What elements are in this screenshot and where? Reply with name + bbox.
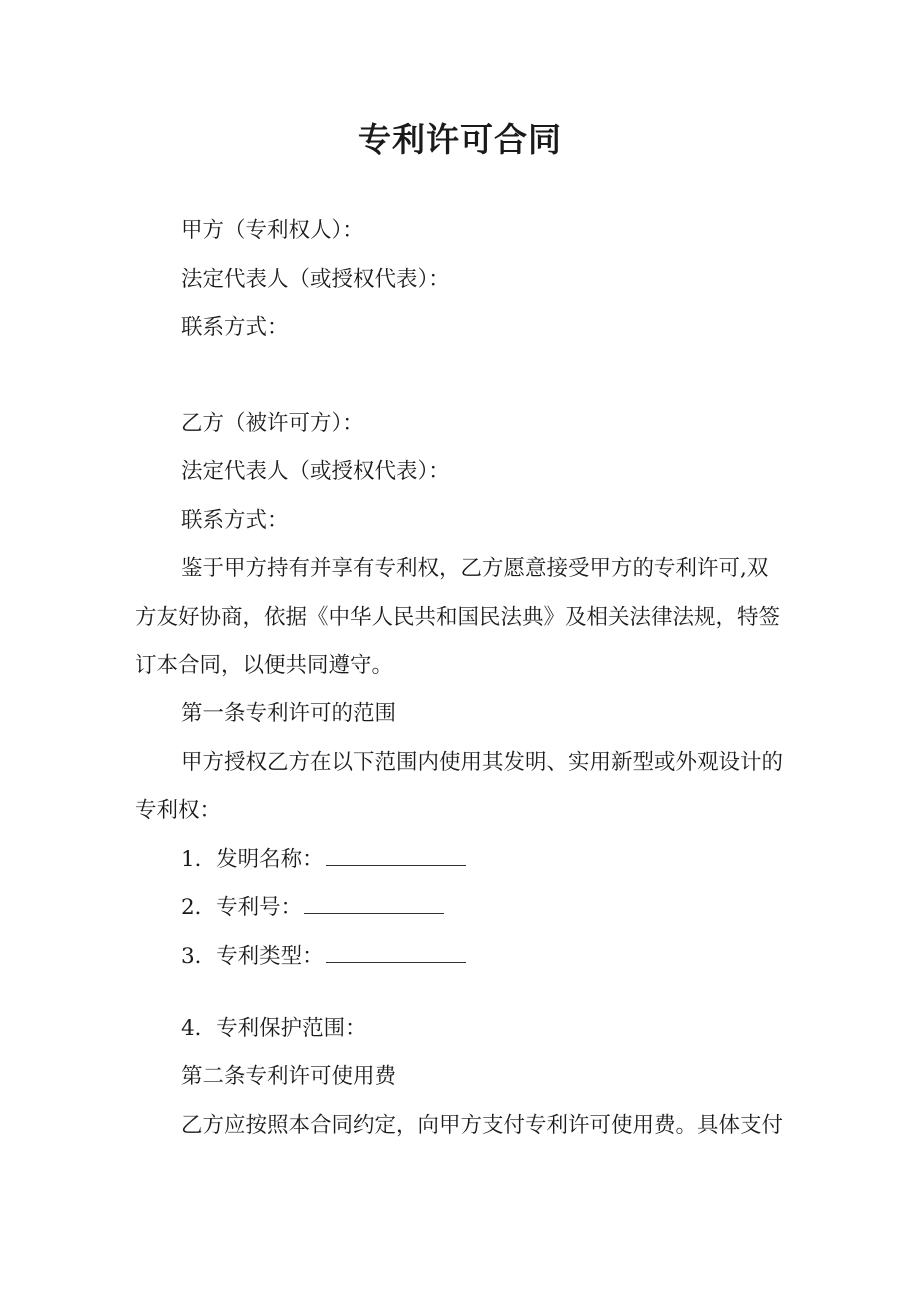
fill-in-blank (326, 942, 466, 963)
article1-item (181, 1014, 367, 1044)
document-title: 专利许可合同 (358, 120, 562, 159)
party-b-contact: 联系方式： (181, 508, 289, 533)
article1-body-line: 专利权： (135, 798, 222, 823)
fill-in-blank (304, 893, 444, 914)
preamble-line: 鉴于甲方持有并享有专利权，乙方愿意接受甲方的专利许可,双 (181, 556, 769, 581)
article1-heading: 第一条专利许可的范围 (181, 701, 397, 726)
preamble-line: 订本合同，以便共同遵守。 (135, 653, 394, 678)
item-label: 4．专利保护范围： (181, 1016, 367, 1041)
article2-body-line: 乙方应按照本合同约定，向甲方支付专利许可使用费。具体支付 (181, 1113, 784, 1138)
article1-item (181, 942, 466, 972)
party-a-label: 甲方（专利权人）： (181, 218, 364, 243)
fill-in-blank (326, 845, 466, 866)
article1-item (181, 893, 444, 923)
article1-item (181, 845, 466, 875)
party-a-representative: 法定代表人（或授权代表）： (181, 267, 450, 292)
item-label: 3．专利类型： (181, 944, 324, 969)
item-label: 2．专利号： (181, 895, 303, 920)
article1-body-line: 甲方授权乙方在以下范围内使用其发明、实用新型或外观设计的 (181, 750, 784, 775)
preamble-line: 方友好协商，依据《中华人民共和国民法典》及相关法律法规，特签 (135, 605, 781, 630)
party-b-label: 乙方（被许可方）： (181, 411, 364, 436)
article2-heading: 第二条专利许可使用费 (181, 1064, 397, 1089)
party-a-contact: 联系方式： (181, 315, 289, 340)
party-b-representative: 法定代表人（或授权代表）： (181, 459, 450, 484)
item-label: 1．发明名称： (181, 847, 324, 872)
